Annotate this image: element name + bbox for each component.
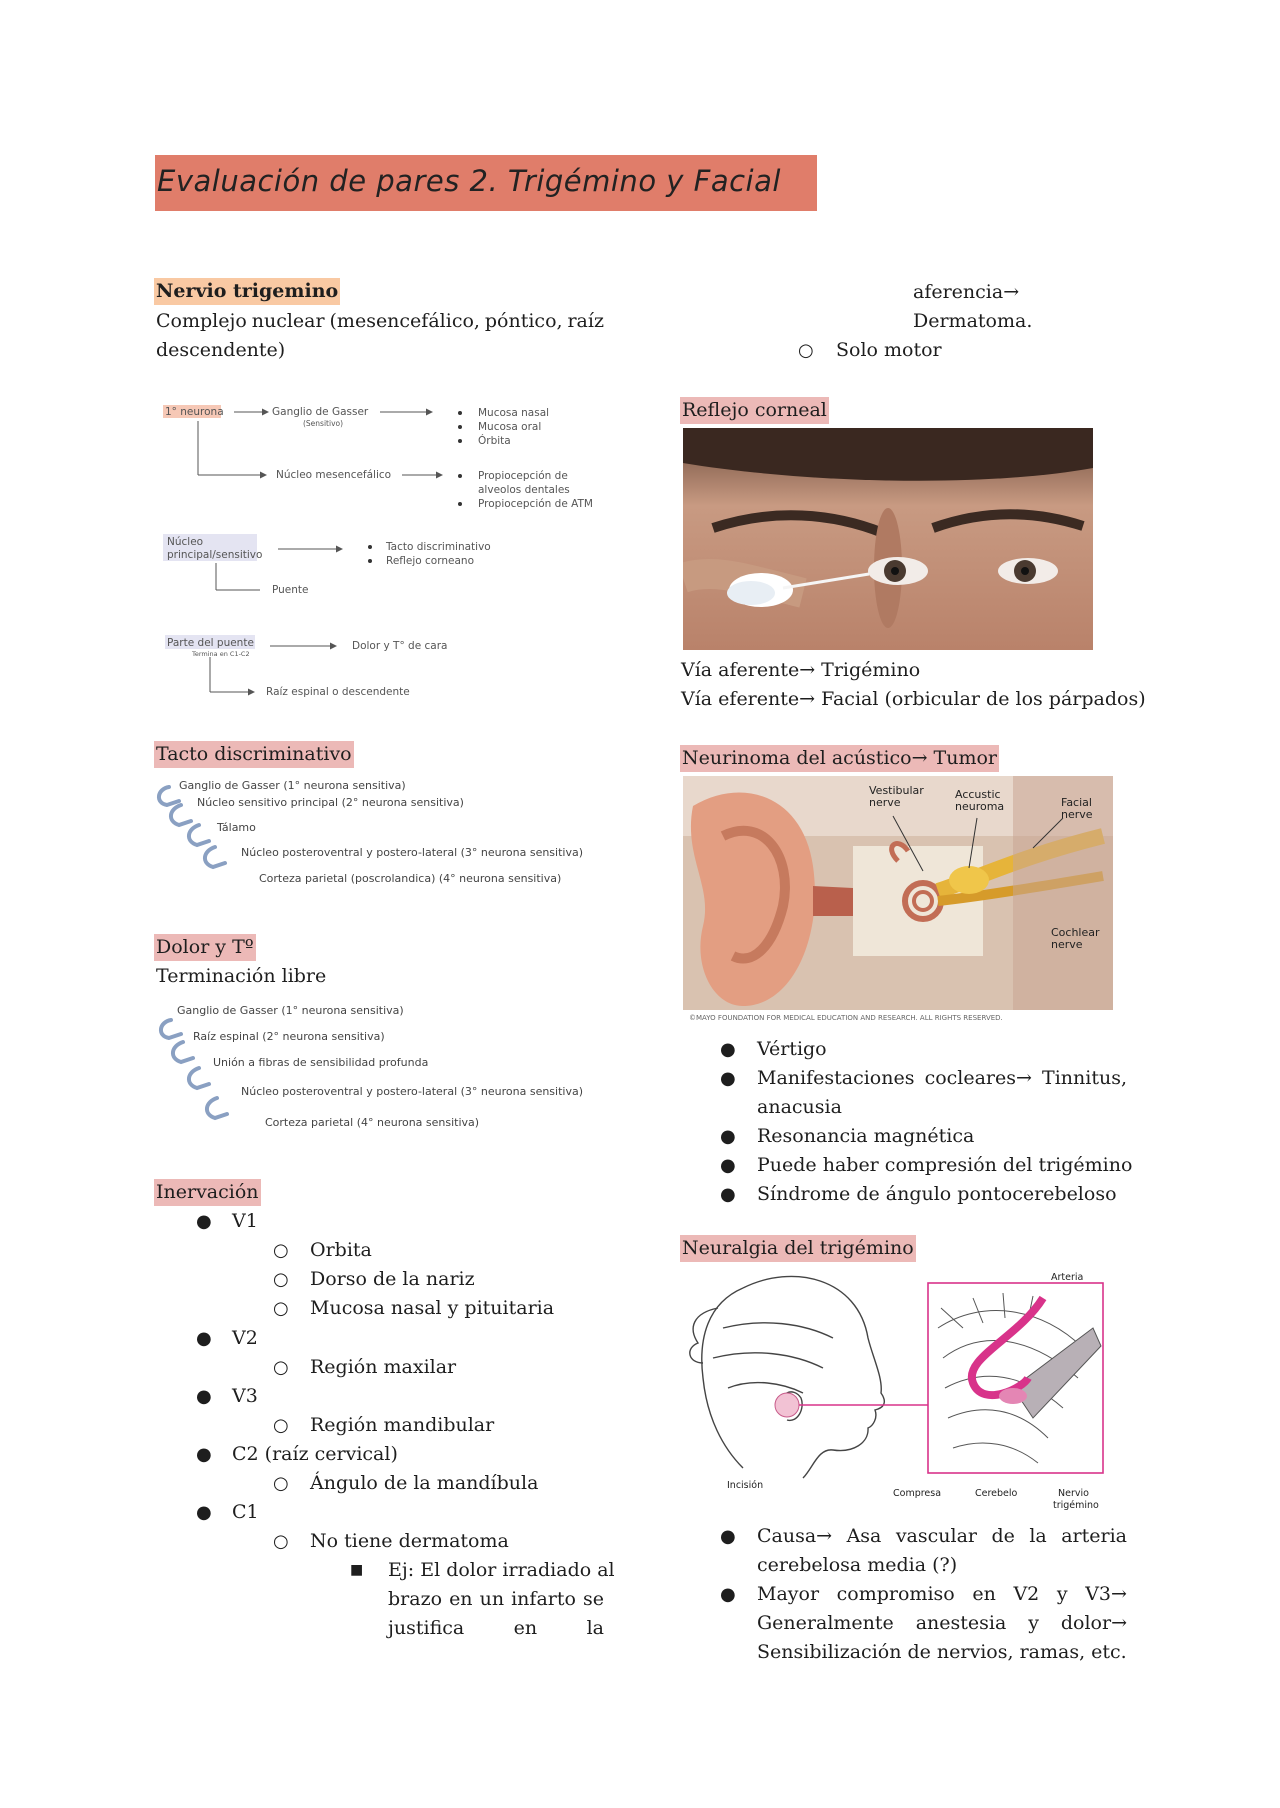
- corneal-reflex-photo: [683, 428, 1093, 650]
- bullet-square-icon: ■: [350, 1562, 364, 1578]
- bullet-circle-icon: ○: [273, 1240, 289, 1261]
- label-facial: nerve: [1061, 808, 1093, 821]
- neuralgia-bullet-cont: Sensibilización de nervios, ramas, etc.: [757, 1641, 1127, 1663]
- dolor-sub: Terminación libre: [156, 965, 327, 987]
- diagram-raiz: Raíz espinal o descendente: [266, 686, 410, 698]
- heading-tacto: Tacto discriminativo: [154, 741, 354, 768]
- bullet-disc-icon: ●: [196, 1211, 212, 1232]
- curved-arrow-icon: [159, 787, 179, 805]
- inervacion-ej-line3: justifica en la: [388, 1617, 604, 1639]
- label-facial: Facial: [1061, 796, 1092, 809]
- diagram-principal-item: Reflejo corneano: [386, 555, 474, 567]
- inervacion-v1-item: Dorso de la nariz: [310, 1268, 475, 1290]
- neurinoma-bullet: Resonancia magnética: [757, 1125, 975, 1147]
- bullet-circle-icon: ○: [273, 1473, 289, 1494]
- trigemino-desc-line1: Complejo nuclear (mesencefálico, póntico, raíz: [156, 310, 604, 332]
- inervacion-ej-line2: brazo en un infarto se: [388, 1588, 604, 1610]
- trigeminal-neuralgia-illustration: [683, 1268, 1113, 1510]
- heading-neurinoma: Neurinoma del acústico→ Tumor: [680, 745, 999, 772]
- via-eferente: Vía eferente→ Facial (orbicular de los párpados): [681, 688, 1146, 710]
- neurinoma-bullet: Puede haber compresión del trigémino: [757, 1154, 1133, 1176]
- continuation-line2: Dermatoma.: [913, 310, 1033, 332]
- neuralgia-bullet-cont: Generalmente anestesia y dolor→: [757, 1612, 1127, 1634]
- neurinoma-bullet: Manifestaciones cocleares→ Tinnitus,: [757, 1067, 1127, 1089]
- diagram-puente: Puente: [272, 584, 309, 596]
- heading-nervio-trigemino: Nervio trigemino: [154, 278, 340, 305]
- bullet-circle-icon: ○: [273, 1415, 289, 1436]
- bullet-disc-icon: ●: [196, 1386, 212, 1407]
- diagram-principal-l1: Núcleo: [167, 536, 204, 548]
- heading-neuralgia: Neuralgia del trigémino: [680, 1235, 916, 1262]
- neuralgia-bullet: Causa→ Asa vascular de la arteria: [757, 1525, 1127, 1547]
- diagram-gasser-sub: (Sensitivo): [303, 419, 344, 428]
- label-compresa: Compresa: [893, 1488, 942, 1499]
- heading-reflejo: Reflejo corneal: [680, 397, 829, 424]
- dolor-step: Unión a fibras de sensibilidad profunda: [213, 1056, 429, 1069]
- bullet-disc-icon: ●: [720, 1039, 736, 1060]
- inervacion-v1-item: Mucosa nasal y pituitaria: [310, 1297, 555, 1319]
- tacto-step: Núcleo posteroventral y postero-lateral (3° neurona sensitiva): [241, 846, 584, 859]
- curved-arrow-icon: [173, 1042, 193, 1062]
- inervacion-ej-line1: Ej: El dolor irradiado al: [388, 1559, 615, 1581]
- trigemino-desc-line2: descendente): [156, 339, 286, 361]
- diagram-mesen-item: alveolos dentales: [478, 484, 570, 496]
- tacto-step: Ganglio de Gasser (1° neurona sensitiva): [179, 779, 406, 792]
- inervacion-v3-item: Región mandibular: [310, 1414, 495, 1436]
- neurinoma-bullet-cont: anacusia: [757, 1096, 842, 1118]
- tacto-step: Corteza parietal (poscrolandica) (4° neurona sensitiva): [259, 872, 562, 885]
- label-cochlear: nerve: [1051, 938, 1083, 951]
- bullet-disc-icon: ●: [720, 1126, 736, 1147]
- curved-arrow-icon: [205, 847, 225, 867]
- neurinoma-bullet: Síndrome de ángulo pontocerebeloso: [757, 1183, 1117, 1205]
- inervacion-v2: V2: [232, 1327, 258, 1349]
- bullet-disc-icon: ●: [196, 1502, 212, 1523]
- dolor-step: Raíz espinal (2° neurona sensitiva): [193, 1030, 385, 1043]
- bullet-circle-icon: ○: [273, 1357, 289, 1378]
- bullet-disc-icon: ●: [196, 1328, 212, 1349]
- inervacion-c2-item: Ángulo de la mandíbula: [310, 1472, 539, 1494]
- label-vestibular: Vestibular: [869, 784, 924, 797]
- diagram-parte-sub: Termina en C1-C2: [192, 650, 250, 658]
- bullet-circle-icon: ○: [273, 1269, 289, 1290]
- bullet-disc-icon: ●: [196, 1444, 212, 1465]
- dolor-step: Ganglio de Gasser (1° neurona sensitiva): [177, 1004, 404, 1017]
- illustration-caption: ©MAYO FOUNDATION FOR MEDICAL EDUCATION AND RESEARCH. ALL RIGHTS RESERVED.: [689, 1014, 1003, 1022]
- label-arteria: Arteria: [1051, 1272, 1084, 1283]
- bullet-circle-icon: ○: [273, 1298, 289, 1319]
- dolor-step: Corteza parietal (4° neurona sensitiva): [265, 1116, 480, 1129]
- acoustic-neuroma-illustration: [683, 776, 1113, 1022]
- title-banner: [155, 155, 817, 211]
- diagram-mesen-item: Propiocepción de ATM: [478, 498, 593, 510]
- diagram-gasser-item: Mucosa oral: [478, 421, 542, 433]
- label-nervio: trigémino: [1053, 1500, 1099, 1510]
- inervacion-v3: V3: [232, 1385, 258, 1407]
- curved-arrow-icon: [161, 1020, 181, 1038]
- diagram-dolor: Dolor y T° de cara: [352, 640, 448, 652]
- inervacion-v1: V1: [232, 1210, 258, 1232]
- curved-arrow-icon: [189, 825, 209, 845]
- label-cerebelo: Cerebelo: [975, 1488, 1018, 1499]
- bullet-disc-icon: ●: [720, 1184, 736, 1205]
- bullet-disc-icon: ●: [720, 1068, 736, 1089]
- solo-motor: Solo motor: [836, 339, 942, 361]
- label-incision: Incisión: [727, 1480, 764, 1491]
- bullet-circle-icon: ○: [273, 1531, 289, 1552]
- label-cochlear: Cochlear: [1051, 926, 1100, 939]
- diagram-principal-item: Tacto discriminativo: [386, 541, 491, 553]
- heading-dolor: Dolor y Tº: [154, 934, 256, 961]
- neurinoma-bullet: Vértigo: [757, 1038, 827, 1060]
- curved-arrow-icon: [207, 1098, 227, 1118]
- diagram-1-neurona: 1° neurona: [165, 406, 224, 418]
- bullet-disc-icon: ●: [720, 1526, 736, 1547]
- diagram-mesen: Núcleo mesencefálico: [276, 469, 392, 481]
- inervacion-c2: C2 (raíz cervical): [232, 1443, 398, 1465]
- inervacion-v1-item: Orbita: [310, 1239, 372, 1261]
- inervacion-c1-item: No tiene dermatoma: [310, 1530, 509, 1552]
- trigemino-diagram: [160, 395, 610, 705]
- heading-inervacion: Inervación: [154, 1179, 261, 1206]
- diagram-gasser-item: Mucosa nasal: [478, 407, 550, 419]
- curved-arrow-icon: [171, 805, 191, 825]
- inervacion-v2-item: Región maxilar: [310, 1356, 457, 1378]
- diagram-mesen-item: Propiocepción de: [478, 470, 568, 482]
- bullet-disc-icon: ●: [720, 1155, 736, 1176]
- curved-arrow-icon: [189, 1068, 209, 1088]
- diagram-parte: Parte del puente: [167, 637, 254, 649]
- diagram-principal-l2: principal/sensitivo: [167, 549, 263, 561]
- inervacion-c1: C1: [232, 1501, 259, 1523]
- tacto-step: Tálamo: [217, 821, 256, 834]
- via-aferente: Vía aferente→ Trigémino: [681, 659, 921, 681]
- bullet-disc-icon: ●: [720, 1584, 736, 1605]
- label-nervio: Nervio: [1058, 1488, 1089, 1499]
- neuralgia-bullet-cont: cerebelosa media (?): [757, 1554, 958, 1576]
- diagram-gasser-item: Órbita: [478, 435, 511, 447]
- tacto-step: Núcleo sensitivo principal (2° neurona sensitiva): [197, 796, 464, 809]
- label-vestibular: nerve: [869, 796, 901, 809]
- label-acoustic: neuroma: [955, 800, 1005, 813]
- dolor-pathway-diagram: [155, 998, 605, 1143]
- neuralgia-bullet: Mayor compromiso en V2 y V3→: [757, 1583, 1127, 1605]
- label-acoustic: Accustic: [955, 788, 1001, 801]
- tacto-pathway-diagram: [155, 775, 605, 900]
- dolor-step: Núcleo posteroventral y postero-lateral (3° neurona sensitiva): [241, 1085, 584, 1098]
- page-title: Evaluación de pares 2. Trigémino y Facial: [157, 164, 781, 198]
- diagram-gasser: Ganglio de Gasser: [272, 406, 369, 418]
- bullet-circle-icon: ○: [798, 340, 814, 361]
- continuation-line1: aferencia→: [913, 281, 1020, 303]
